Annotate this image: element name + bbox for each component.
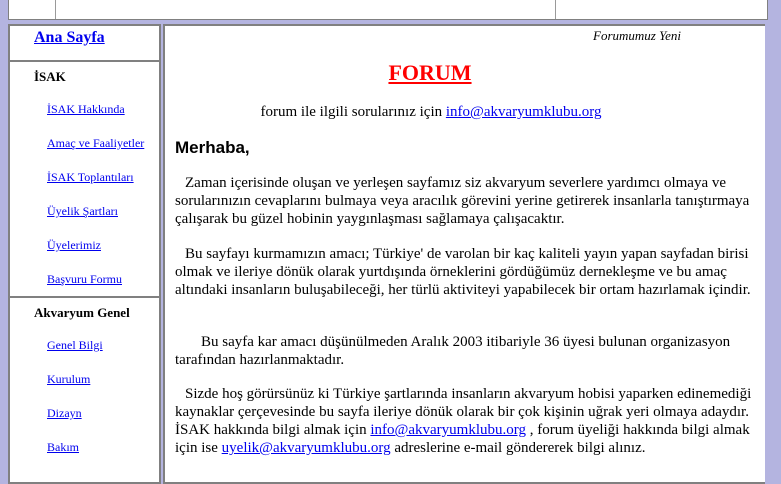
contact-email-link[interactable]: info@akvaryumklubu.org xyxy=(445,104,602,120)
home-link[interactable]: Ana Sayfa xyxy=(34,29,105,46)
sidebar-nav xyxy=(8,24,161,484)
sidebar-link-amac-faaliyetler[interactable]: Amaç ve Faaliyetler xyxy=(47,136,145,150)
sidebar-link-uyelerimiz[interactable]: Üyelerimiz xyxy=(47,238,101,252)
sidebar-link-isak-hakkinda[interactable]: İSAK Hakkında xyxy=(47,102,125,116)
membership-email-link[interactable]: uyelik@akvaryumklubu.org xyxy=(221,440,391,456)
sidebar-link-uyelik-sartlari[interactable]: Üyelik Şartları xyxy=(47,204,118,218)
info-email-link[interactable]: info@akvaryumklubu.org xyxy=(370,422,526,438)
top-banner-cell xyxy=(55,0,556,19)
sidebar-link-basvuru-formu[interactable]: Başvuru Formu xyxy=(47,272,122,286)
sidebar-home-section xyxy=(10,26,159,62)
sidebar-link-kurulum[interactable]: Kurulum xyxy=(47,372,91,386)
sidebar-heading-isak: İSAK xyxy=(34,69,66,84)
sidebar-section-akvaryum-genel xyxy=(10,298,159,464)
top-banner-cell xyxy=(9,0,56,19)
paragraph-4-text-c: adreslerine e-mail göndererek bilgi alınız. xyxy=(394,440,646,456)
page-right-margin xyxy=(765,24,781,484)
paragraph-4-text-a: Sizde hoş görürsünüz ki Türkiye şartlarında insanların akvaryum hobisi yaparken edinemediği kaynaklar çerçevesinde bu sayfa ileriye dönük olarak bir çok kişinin uğrak yeri olmaya adaydır. İSAK hakkında bilgi almak için xyxy=(175,386,752,438)
intro-paragraph-4 xyxy=(175,385,765,457)
intro-paragraph-2: Bu sayfayı kurmamızın amacı; Türkiye' de varolan bir kaç kaliteli yayın yapan sayfadan birisi olmak ve ileriye dönük olarak yurtdışında örneklerini gördüğümüz dernekleşme ve bu amaç altındaki insanların buluşabileceği, her türlü aktiviteyi yapabilecek bir ortam hazırlamak içindir. xyxy=(175,246,751,298)
page-title: FORUM xyxy=(388,60,472,85)
main-content xyxy=(163,24,765,484)
forum-contact-line xyxy=(165,104,697,121)
top-banner-frame xyxy=(8,0,768,20)
marquee-text: Forumumuz Yeni xyxy=(593,28,682,43)
sidebar-section-isak xyxy=(10,62,159,298)
contact-text: forum ile ilgili sorularınız için xyxy=(260,104,443,120)
sidebar-link-isak-toplantilari[interactable]: İSAK Toplantıları xyxy=(47,170,134,184)
paragraph-4-text-b: , forum üyeliği hakkında bilgi almak için ise xyxy=(175,422,750,456)
intro-paragraph-1: Zaman içerisinde oluşan ve yerleşen sayfamız siz akvaryum severlere yardımcı olmaya ve sorularınızın cevaplarını bulmaya veya aracılık görevini yerine getirerek insanlarla tanıştırmaya çalışarak bu güzel hobinin yaygınlaşması sağlamaya çalışacaktır. xyxy=(175,175,750,227)
sidebar-link-bakim[interactable]: Bakım xyxy=(47,440,79,454)
intro-paragraph-3: Bu sayfa kar amacı düşünülmeden Aralık 2003 itibariyle 36 üyesi bulunan organizasyon tarafından hazırlanmaktadır. xyxy=(175,334,731,368)
sidebar-link-genel-bilgi[interactable]: Genel Bilgi xyxy=(47,338,103,352)
sidebar-heading-akvaryum-genel: Akvaryum Genel xyxy=(34,305,130,320)
sidebar-link-dizayn[interactable]: Dizayn xyxy=(47,406,82,420)
greeting-heading: Merhaba, xyxy=(175,138,250,157)
